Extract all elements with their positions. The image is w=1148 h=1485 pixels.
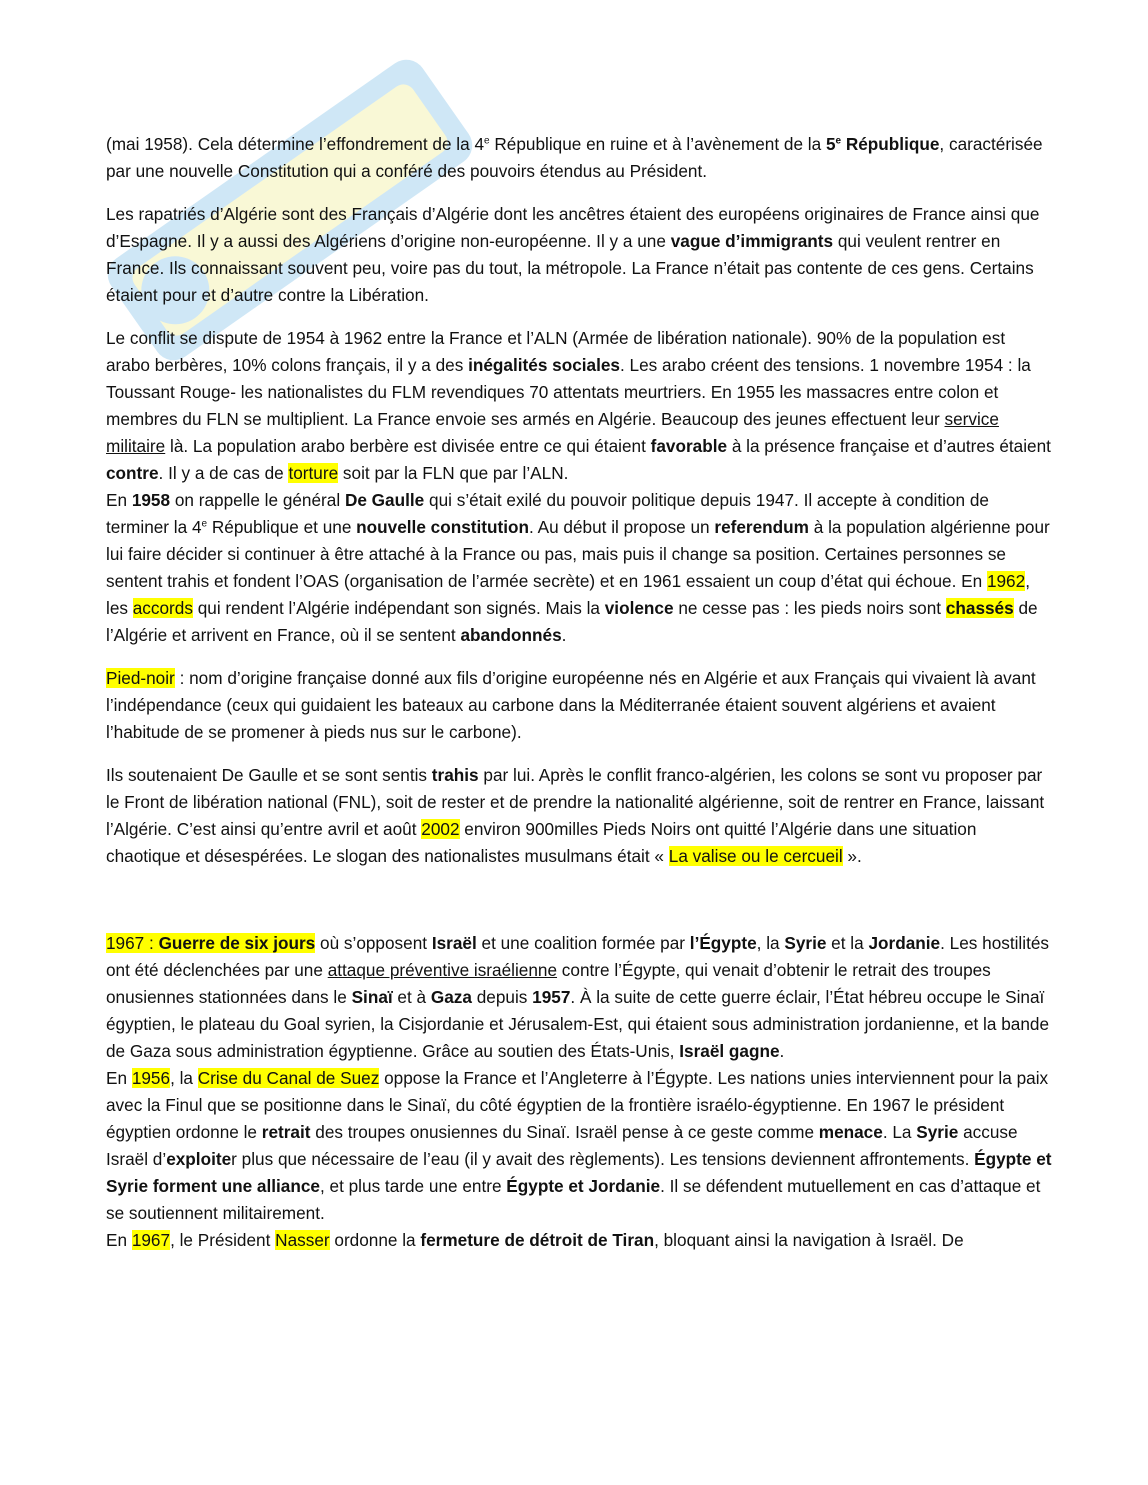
paragraph-pieds-noirs-exodus: Ils soutenaient De Gaulle et se sont sentis trahis par lui. Après le conflit franco-algérien, les colons se sont vu proposer par le Front de libération national (FNL), soit de rester et de prendre la nationalité algérienne, soit de rentrer en France, laissant l’Algérie. C’est ainsi qu’entre avril et août 2002 environ 900milles Pieds Noirs ont quitté l’Algérie dans une situation chaotique et désespérées. Le slogan des nationalistes musulmans était « La valise ou le cercueil ». bbox=[106, 765, 1045, 866]
section-spacer bbox=[106, 886, 1052, 930]
paragraph-rapatries: Les rapatriés d’Algérie sont des Français d’Algérie dont les ancêtres étaient des européens originaires de France ainsi que d’Espagne. Il y a aussi des Algériens d’origine non-européenne. Il y a une vague d’immigrants qui veulent rentrer en France. Ils connaissant souvent peu, voire pas du tout, la métropole. La France n’était pas contente de ces gens. Certains étaient pour et d’autre contre la Libération. bbox=[106, 204, 1040, 305]
paragraph-nasser-tiran: En 1967, le Président Nasser ordonne la fermeture de détroit de Tiran, bloquant ainsi la navigation à Israël. De bbox=[106, 1230, 964, 1250]
paragraph-pied-noir-definition: Pied-noir : nom d’origine française donné aux fils d’origine européenne nés en Algérie et aux Français qui vivaient là avant l’indépendance (ceux qui guidaient les bateaux au carbone dans la Méditerranée étaient souvent algériens et avaient l’habitude de se promener à pieds nus sur le carbone). bbox=[106, 668, 1036, 742]
paragraph-de-gaulle: En 1958 on rappelle le général De Gaulle qui s’était exilé du pouvoir politique depuis 1947. Il accepte à condition de terminer la 4e République et une nouvelle constitution. Au début il propose un referendum à la population algérienne pour lui faire décider si continuer à être attaché à la France ou pas, mais puis il change sa position. Certaines personnes se sentent trahis et fondent l’OAS (organisation de l’armée secrète) et en 1961 essaient un coup d’état qui échoue. En 1962, les accords qui rendent l’Algérie indépendant son signés. Mais la violence ne cesse pas : les pieds noirs sont chassés de l’Algérie et arrivent en France, où il se sentent abandonnés. bbox=[106, 490, 1050, 645]
paragraph-fifth-republic: (mai 1958). Cela détermine l’effondrement de la 4e République en ruine et à l’avènement de la 5e République, caractérisée par une nouvelle Constitution qui a conféré des pouvoirs étendus au Président. bbox=[106, 134, 1043, 181]
paragraph-suez-crisis: En 1956, la Crise du Canal de Suez oppose la France et l’Angleterre à l’Égypte. Les nations unies interviennent pour la paix avec la Finul que se positionne dans le Sinaï, du côté égyptien de la frontière israélo-égyptienne. En 1967 le président égyptien ordonne le retrait des troupes onusiennes du Sinaï. Israël pense à ce geste comme menace. La Syrie accuse Israël d’exploiter plus que nécessaire de l’eau (il y avait des règlements). Les tensions deviennent affrontements. Égypte et Syrie forment une alliance, et plus tarde une entre Égypte et Jordanie. Il se défendent mutuellement en cas d’attaque et se soutiennent militairement. bbox=[106, 1068, 1052, 1223]
paragraph-algeria-conflict: Le conflit se dispute de 1954 à 1962 entre la France et l’ALN (Armée de libération nationale). 90% de la population est arabo berbères, 10% colons français, il y a des inégalités sociales. Les arabo créent des tensions. 1 novembre 1954 : la Toussant Rouge- les nationalistes du FLM revendiques 70 attentats meurtriers. En 1955 les massacres entre colon et membres du FLN se multiplient. La France envoie ses armés en Algérie. Beaucoup des jeunes effectuent leur service militaire là. La population arabo berbère est divisée entre ce qui étaient favorable à la présence française et d’autres étaient contre. Il y a de cas de torture soit par la FLN que par l’ALN. bbox=[106, 328, 1051, 483]
paragraph-six-day-war: 1967 : Guerre de six jours où s’opposent Israël et une coalition formée par l’Égypte, la Syrie et la Jordanie. Les hostilités ont été déclenchées par une attaque préventive israélienne contre l’Égypte, qui venait d’obtenir le retrait des troupes onusiennes stationnées dans le Sinaï et à Gaza depuis 1957. À la suite de cette guerre éclair, l’État hébreu occupe le Sinaï égyptien, le plateau du Goal syrien, la Cisjordanie et Jérusalem-Est, qui étaient sous administration jordanienne, et la bande de Gaza sous administration égyptienne. Grâce au soutien des États-Unis, Israël gagne. bbox=[106, 933, 1050, 1061]
document-page bbox=[106, 131, 1052, 1254]
